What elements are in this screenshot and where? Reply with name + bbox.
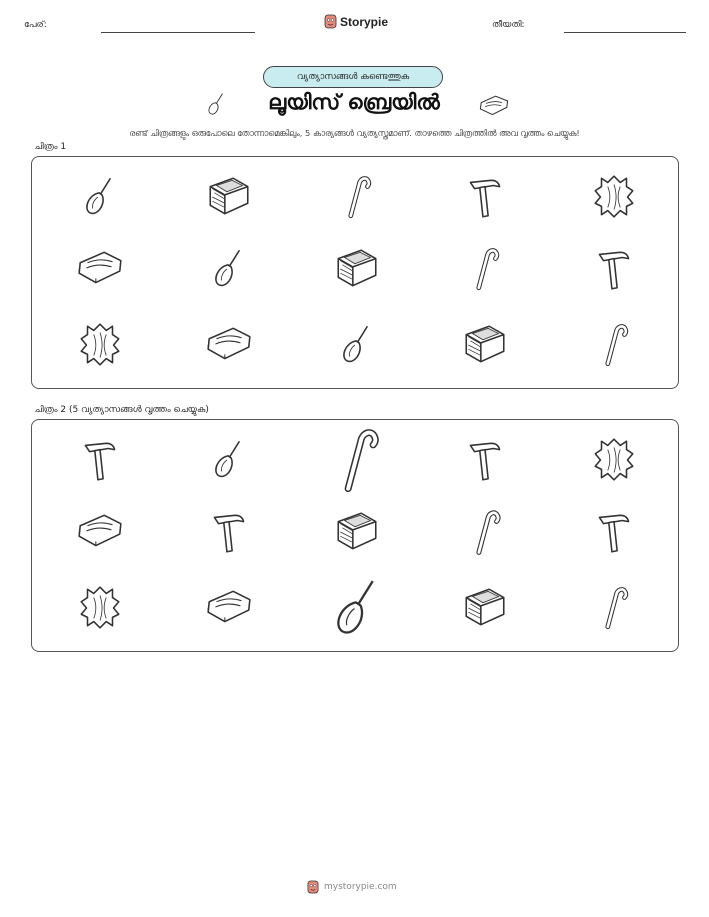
page-title: ലൂയിസ് ബ്രെയിൽ xyxy=(268,90,440,114)
picture-2-panel[interactable] xyxy=(31,419,679,652)
awl-icon xyxy=(203,90,229,118)
name-line[interactable] xyxy=(101,32,255,33)
footer-url: mystorypie.com xyxy=(324,882,397,892)
panel1-label: ചിത്രം 1 xyxy=(34,142,67,152)
leather-pad-icon xyxy=(478,93,510,117)
footer xyxy=(307,880,397,894)
date-label: തീയതി: xyxy=(492,20,525,30)
storypie-mascot-icon xyxy=(324,14,337,29)
instructions: രണ്ട് ചിത്രങ്ങളും ഒരുപോലെ തോന്നാമെങ്കിലും, 5 കാര്യങ്ങൾ വ്യത്യസ്തമാണ്. താഴത്തെ ചിത്രത്തിൽ അവ വൃത്തം ചെയ്യുക! xyxy=(129,128,580,138)
date-line[interactable] xyxy=(564,32,686,33)
name-label: പേര്: xyxy=(24,20,47,30)
activity-badge: വ്യത്യാസങ്ങൾ കണ്ടെത്തുക xyxy=(263,66,443,88)
picture-1-panel xyxy=(31,156,679,389)
storypie-mascot-icon xyxy=(307,880,319,894)
brand-logo xyxy=(324,14,388,29)
panel2-label: ചിത്രം 2 (5 വ്യത്യാസങ്ങൾ വൃത്തം ചെയ്യുക) xyxy=(34,405,209,415)
brand-name: Storypie xyxy=(340,14,389,29)
